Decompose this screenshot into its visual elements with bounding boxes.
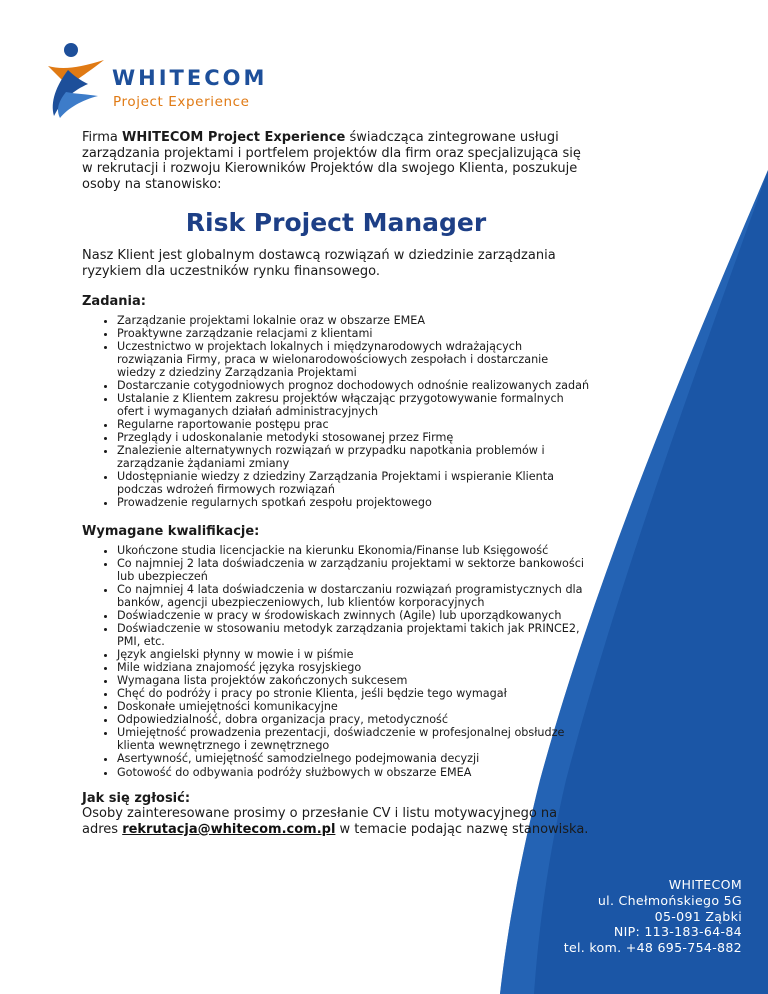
qualifications-list <box>82 544 590 779</box>
list-item: • Doskonałe umiejętności komunikacyjne <box>117 700 590 713</box>
contact-phone: tel. kom. +48 695-754-882 <box>563 940 742 956</box>
tasks-list <box>82 314 590 510</box>
list-item: • Mile widziana znajomość języka rosyjskiego <box>117 661 590 674</box>
list-item: • Doświadczenie w pracy w środowiskach zwinnych (Agile) lub uporządkowanych <box>117 609 590 622</box>
email-link[interactable]: rekrutacja@whitecom.com.pl <box>122 821 336 837</box>
apply-paragraph <box>82 806 590 837</box>
list-item: • Asertywność, umiejętność samodzielnego podejmowania decyzji <box>117 752 590 765</box>
list-item: • Regularne raportowanie postępu prac <box>117 418 590 431</box>
list-item: • Uczestnictwo w projektach lokalnych i międzynarodowych wdrażających rozwiązania Firmy, praca w wielonarodowościowych zespołach i dostarczanie wiedzy z dziedziny Zarządzania Projektami <box>117 340 590 379</box>
client-description: Nasz Klient jest globalnym dostawcą rozwiązań w dziedzinie zarządzania ryzykiem dla uczestników rynku finansowego. <box>82 248 556 279</box>
apply-after: w temacie podając nazwę stanowiska. <box>335 821 589 837</box>
list-item: • Gotowość do odbywania podróży służbowych w obszarze EMEA <box>117 766 590 779</box>
logo-subtitle: Project Experience <box>113 94 250 110</box>
list-item: • Prowadzenie regularnych spotkań zespołu projektowego <box>117 496 590 509</box>
contact-block <box>482 877 742 956</box>
list-item: • Wymagana lista projektów zakończonych sukcesem <box>117 674 590 687</box>
intro-paragraph <box>82 130 590 192</box>
intro-before: Firma <box>82 130 123 145</box>
job-title: Risk Project Manager <box>185 208 487 237</box>
intro-after: świadcząca zintegrowane usługi zarządzania projektami i portfelem projektów dla firm oraz specjalizująca się w rekrutacji i rozwoju Kierowników Projektów dla swojego Klienta, poszukuje osoby na stanowisko: <box>82 130 581 192</box>
list-item: • Zarządzanie projektami lokalnie oraz w obszarze EMEA <box>117 314 590 327</box>
tasks-heading: Zadania: <box>82 294 146 309</box>
list-item: • Znalezienie alternatywnych rozwiązań w przypadku napotkania problemów i zarządzanie żądaniami zmiany <box>117 444 590 470</box>
contact-nip: NIP: 113-183-64-84 <box>613 924 742 940</box>
list-item: • Ustalanie z Klientem zakresu projektów włączając przygotowywanie formalnych ofert i wymaganych działań administracyjnych <box>117 392 590 418</box>
list-item: • Dostarczanie cotygodniowych prognoz dochodowych odnośnie realizowanych zadań <box>117 379 590 392</box>
contact-company: WHITECOM <box>668 877 742 892</box>
list-item: • Doświadczenie w stosowaniu metodyk zarządzania projektami takich jak PRINCE2, PMI, etc. <box>117 622 590 648</box>
contact-city: 05-091 Ząbki <box>654 908 742 924</box>
intro-company: WHITECOM Project Experience <box>122 130 346 145</box>
list-item: • Przeglądy i udoskonalanie metodyki stosowanej przez Firmę <box>117 431 590 444</box>
logo-name: WHITECOM <box>112 66 268 90</box>
list-item: • Umiejętność prowadzenia prezentacji, doświadczenie w profesjonalnej obsłudze klienta wewnętrznego i zewnętrznego <box>117 726 590 752</box>
list-item: • Co najmniej 2 lata doświadczenia w zarządzaniu projektami w sektorze bankowości lub ubezpieczeń <box>117 557 590 583</box>
contact-street: ul. Chełmońskiego 5G <box>597 892 742 908</box>
list-item: • Co najmniej 4 lata doświadczenia w dostarczaniu rozwiązań programistycznych dla banków, agencji ubezpieczeniowych, lub klientów korporacyjnych <box>117 583 590 609</box>
qualifications-heading: Wymagane kwalifikacje: <box>82 524 260 540</box>
list-item: • Udostępnianie wiedzy z dziedziny Zarządzania Projektami i wspieranie Klienta podczas wdrożeń firmowych rozwiązań <box>117 470 590 496</box>
apply-before: Osoby zainteresowane prosimy o przesłanie CV i listu motywacyjnego na adres <box>82 806 558 837</box>
list-item: • Proaktywne zarządzanie relacjami z klientami <box>117 327 590 340</box>
list-item: • Odpowiedzialność, dobra organizacja pracy, metodyczność <box>117 713 590 726</box>
apply-heading: Jak się zgłosić: <box>82 790 191 806</box>
list-item: • Język angielski płynny w mowie i w piśmie <box>117 648 590 661</box>
document-body <box>82 130 590 837</box>
list-item: • Ukończone studia licencjackie na kierunku Ekonomia/Finanse lub Księgowość <box>117 544 590 557</box>
company-logo <box>38 40 268 120</box>
list-item: • Chęć do podróży i pracy po stronie Klienta, jeśli będzie tego wymagał <box>117 687 590 700</box>
